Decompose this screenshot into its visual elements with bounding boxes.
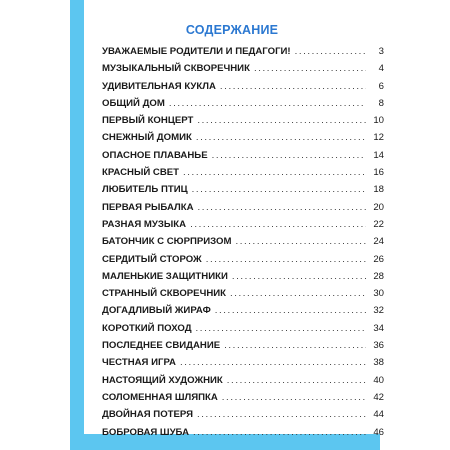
- dot-leader: [254, 63, 366, 74]
- toc-entry-page-number: 8: [378, 97, 384, 109]
- toc-entry: [102, 427, 384, 444]
- toc-entry: [102, 63, 384, 80]
- toc-entry: [102, 375, 384, 392]
- toc-entry-title: УДИВИТЕЛЬНАЯ КУКЛА: [102, 80, 216, 92]
- toc-entry: [102, 392, 384, 409]
- toc-entry: [102, 288, 384, 305]
- dot-leader: [169, 98, 366, 109]
- toc-entry-page-number: 22: [373, 218, 384, 230]
- toc-entry: [102, 323, 384, 340]
- dot-leader: [232, 271, 366, 282]
- toc-entry-title: СТРАННЫЙ СКВОРЕЧНИК: [102, 288, 226, 300]
- toc-entry: [102, 115, 384, 132]
- toc-entry: [102, 305, 384, 322]
- dot-leader: [212, 150, 366, 161]
- toc-entry-title: КРАСНЫЙ СВЕТ: [102, 167, 180, 179]
- toc-entry-page-number: 38: [373, 357, 384, 369]
- toc-entry: [102, 81, 384, 98]
- toc-entry-page-number: 42: [373, 391, 384, 403]
- dot-leader: [196, 323, 366, 334]
- dot-leader: [197, 409, 366, 420]
- dot-leader: [183, 167, 366, 178]
- toc-entry-page-number: 46: [373, 426, 384, 438]
- toc-entry-page-number: 24: [373, 236, 384, 248]
- toc-entry-title: ДОГАДЛИВЫЙ ЖИРАФ: [102, 305, 211, 317]
- toc-entry-page-number: 34: [373, 322, 384, 334]
- dot-leader: [197, 115, 366, 126]
- toc-entry: [102, 202, 384, 219]
- toc-entry-title: ПЕРВАЯ РЫБАЛКА: [102, 201, 194, 213]
- toc-entry-page-number: 40: [373, 374, 384, 386]
- toc-entry-page-number: 14: [373, 149, 384, 161]
- toc-entry-title: УВАЖАЕМЫЕ РОДИТЕЛИ И ПЕДАГОГИ!: [102, 46, 291, 57]
- toc-entry-page-number: 26: [373, 253, 384, 265]
- toc-entry: [102, 219, 384, 236]
- toc-entry: [102, 46, 384, 63]
- toc-entry-title: НАСТОЯЩИЙ ХУДОЖНИК: [102, 374, 223, 386]
- toc-entry-title: ПОСЛЕДНЕЕ СВИДАНИЕ: [102, 340, 221, 352]
- toc-entry-title: РАЗНАЯ МУЗЫКА: [102, 218, 187, 230]
- toc-entry-title: ОПАСНОЕ ПЛАВАНЬЕ: [102, 149, 208, 161]
- toc-entry-title: ПЕРВЫЙ КОНЦЕРТ: [102, 115, 194, 127]
- toc-entry-page-number: 18: [373, 184, 384, 196]
- toc-entry-page-number: 30: [373, 288, 384, 300]
- toc-entry-title: ЛЮБИТЕЛЬ ПТИЦ: [102, 184, 188, 196]
- dot-leader: [215, 305, 366, 316]
- dot-leader: [220, 81, 366, 92]
- toc-entry-title: КОРОТКИЙ ПОХОД: [102, 322, 192, 334]
- toc-entry-page-number: 3: [378, 46, 384, 57]
- toc-entry: [102, 184, 384, 201]
- toc-entry-page-number: 16: [373, 167, 384, 179]
- dot-leader: [192, 184, 366, 195]
- toc-entry-page-number: 10: [373, 115, 384, 127]
- toc-entry: [102, 236, 384, 253]
- toc-entry: [102, 357, 384, 374]
- toc-entry-page-number: 6: [378, 80, 384, 92]
- dot-leader: [295, 46, 366, 57]
- toc-entry-page-number: 28: [373, 270, 384, 282]
- toc-entry-title: МАЛЕНЬКИЕ ЗАЩИТНИКИ: [102, 270, 228, 282]
- table-of-contents: [102, 46, 384, 444]
- dot-leader: [198, 202, 366, 213]
- page-title: СОДЕРЖАНИЕ: [185, 23, 279, 37]
- toc-entry: [102, 409, 384, 426]
- dot-leader: [190, 219, 366, 230]
- toc-entry-page-number: 12: [373, 132, 384, 144]
- dot-leader: [224, 340, 366, 351]
- toc-entry: [102, 340, 384, 357]
- toc-entry: [102, 254, 384, 271]
- dot-leader: [230, 288, 366, 299]
- toc-entry-title: СОЛОМЕННАЯ ШЛЯПКА: [102, 391, 218, 403]
- toc-entry: [102, 167, 384, 184]
- dot-leader: [196, 132, 366, 143]
- toc-entry-title: ДВОЙНАЯ ПОТЕРЯ: [102, 409, 193, 421]
- toc-entry-page-number: 44: [373, 409, 384, 421]
- toc-entry-title: ЧЕСТНАЯ ИГРА: [102, 357, 176, 369]
- dot-leader: [227, 375, 366, 386]
- toc-entry: [102, 132, 384, 149]
- dot-leader: [222, 392, 366, 403]
- dot-leader: [180, 357, 366, 368]
- toc-entry: [102, 98, 384, 115]
- toc-entry: [102, 271, 384, 288]
- toc-entry-title: МУЗЫКАЛЬНЫЙ СКВОРЕЧНИК: [102, 63, 250, 75]
- toc-entry-page-number: 4: [378, 63, 384, 75]
- dot-leader: [206, 254, 366, 265]
- toc-entry-title: БАТОНЧИК С СЮРПРИЗОМ: [102, 236, 232, 248]
- toc-entry-title: СЕРДИТЫЙ СТОРОЖ: [102, 253, 202, 265]
- toc-entry-page-number: 36: [373, 340, 384, 352]
- toc-entry: [102, 150, 384, 167]
- toc-entry-title: БОБРОВАЯ ШУБА: [102, 426, 189, 438]
- toc-entry-page-number: 32: [373, 305, 384, 317]
- dot-leader: [193, 427, 366, 438]
- toc-entry-title: ОБЩИЙ ДОМ: [102, 97, 165, 109]
- dot-leader: [236, 236, 367, 247]
- toc-entry-title: СНЕЖНЫЙ ДОМИК: [102, 132, 192, 144]
- toc-entry-page-number: 20: [373, 201, 384, 213]
